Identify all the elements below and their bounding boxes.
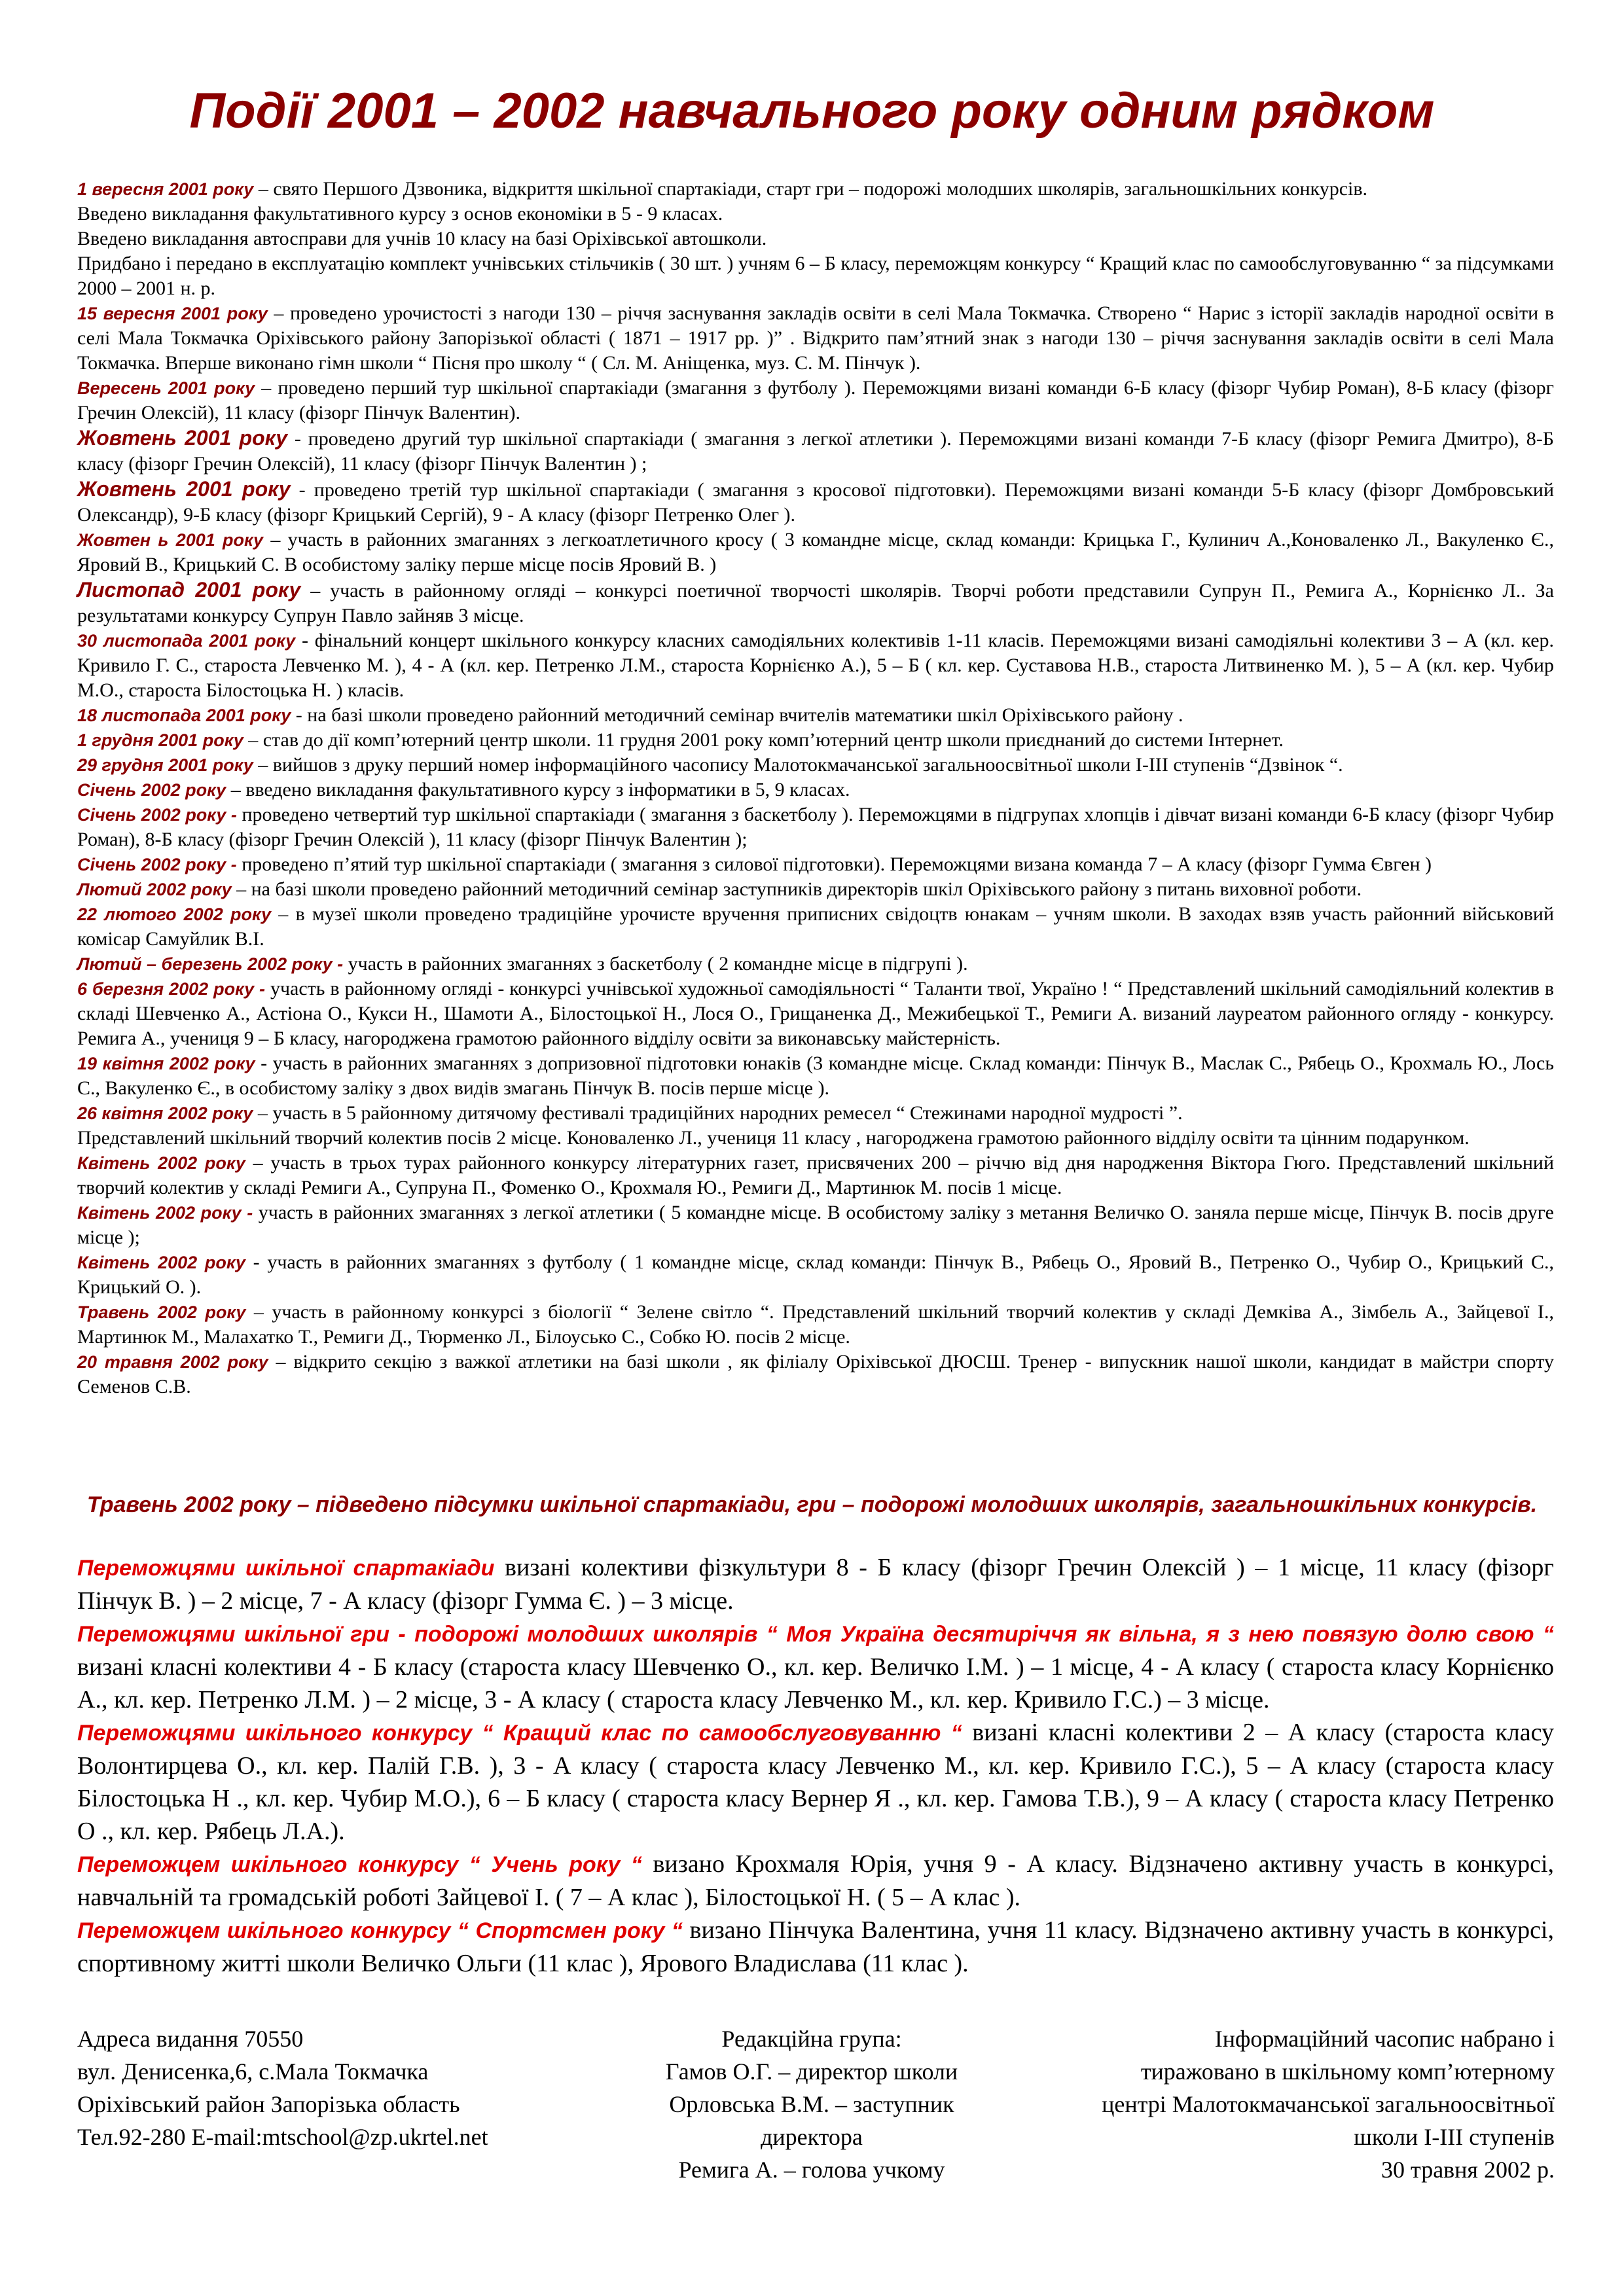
event-date: Жовтень 2001 року — [77, 477, 291, 501]
event-item — [77, 802, 1554, 852]
footer-line: Орловська В.М. – заступник — [669, 2091, 954, 2117]
event-text: участь в районних змаганнях з легкої атлетики ( 5 командне місце. В особистому заліку з метання Величко О. заняла перше місце, Пінчук В. посів друге місце ); — [77, 1202, 1554, 1248]
event-text: – участь в 5 районному дитячому фестивалі традиційних народних ремесел “ Стежинами народної мудрості ”. — [253, 1102, 1183, 1124]
winner-text: визано Крохмаля Юрія, учня 9 - А класу. Відзначено активну участь в конкурсі, навчальній та громадській роботі Зайцевої І. ( 7 – А клас ), Білостоцької Н. ( 5 – А клас ). — [77, 1850, 1554, 1911]
event-item — [77, 376, 1554, 425]
event-date: Травень 2002 року — [77, 1302, 246, 1322]
page-title: Події 2001 – 2002 навчального року одним рядком — [189, 83, 1435, 139]
event-item — [77, 476, 1554, 528]
event-item — [77, 177, 1554, 202]
event-date: Жовтень 2001 року — [77, 426, 288, 450]
footer-address — [77, 2022, 601, 2153]
event-item — [77, 728, 1554, 753]
event-text: – проведено урочистості з нагоди 130 – річчя заснування закладів освіти в селі Мала Токмачка. Створено “ Нарис з історії закладів народної освіти в селі Мала Токмачка Оріхівського району Запорізької області ( 1871 – 1917 рр. )” . Відкрито пам’ятний знак з нагоди 130 – річчя заснування закладів освіти в селі Мала Токмачка. Вперше виконано гімн школи “ Пісня про школу “ ( Сл. М. Аніщенка, муз. С. М. Пінчук ). — [77, 302, 1554, 374]
footer-editorial — [628, 2022, 995, 2186]
event-item — [77, 628, 1554, 703]
event-item — [77, 977, 1554, 1051]
event-text: Придбано і передано в експлуатацію комплект учнівських стільчиків ( 30 шт. ) учням 6 – Б класу, переможцям конкурсу “ Кращий клас по самообслуговуванню “ за підсумками 2000 – 2001 н. р. — [77, 253, 1554, 299]
event-item — [77, 301, 1554, 376]
event-item — [77, 1101, 1554, 1126]
event-item — [77, 852, 1554, 877]
event-item — [77, 202, 1554, 226]
event-date: Вересень 2001 року — [77, 378, 255, 398]
event-text: Введено викладання факультативного курсу з основ економіки в 5 - 9 класах. — [77, 203, 723, 224]
footer-line: директора — [761, 2124, 863, 2150]
event-date: 22 лютого 2002 року — [77, 905, 271, 924]
winner-label: Переможцями шкільного конкурсу “ Кращий клас по самообслуговуванню “ — [77, 1721, 962, 1746]
event-text: - участь в районних змаганнях з допризовної підготовки юнаків (3 командне місце. Склад команди: Пінчук В., Маслак С., Рябець О., Крохмаль Ю., Лось С., Вакуленко Є., в особистому заліку з двох видів змагань Пінчук В. посів перше місце ). — [77, 1052, 1555, 1099]
event-date: Квітень 2002 року - — [77, 1203, 253, 1223]
footer-line: Інформаційний часопис набрано і — [1214, 2026, 1555, 2052]
event-item — [77, 1300, 1554, 1350]
event-date: 1 вересня 2001 року — [77, 179, 254, 199]
event-text: – участь в районному огляді – конкурсі поетичної творчості школярів. Творчі роботи представили Супрун П., Ремига А., Корнієнко Л.. За результатами конкурсу Супрун Павло зайняв 3 місце. — [77, 580, 1554, 626]
event-item — [77, 952, 1554, 977]
event-text: – проведено перший тур шкільної спартакіади (змагання з футболу ). Переможцями визані команди 6-Б класу (фізорг Чубир Роман), 8-Б класу (фізорг Гречин Олексій), 11 класу (фізорг Пінчук Валентин). — [77, 377, 1554, 423]
footer-line: Адреса видання 70550 — [77, 2026, 304, 2052]
event-text: – став до дії комп’ютерний центр школи. 11 грудня 2001 року комп’ютерний центр школи приєднаний до системи Інтернет. — [243, 729, 1284, 751]
event-date: 19 квітня 2002 року — [77, 1054, 255, 1073]
winner-label: Переможцем шкільного конкурсу “ Учень року “ — [77, 1852, 642, 1877]
event-item — [77, 1350, 1554, 1399]
event-text: - участь в районних змаганнях з футболу ( 1 командне місце, склад команди: Пінчук В., Рябець О., Яровий В., Петренко О., Чубир О., Крицький С., Крицький О. ). — [77, 1251, 1554, 1298]
event-date: 20 травня 2002 року — [77, 1352, 268, 1372]
footer-line: Оріхівський район Запорізька область — [77, 2091, 460, 2117]
event-item — [77, 528, 1554, 577]
winner-item — [77, 1848, 1554, 1914]
event-date: Квітень 2002 року — [77, 1253, 245, 1272]
winner-item — [77, 1716, 1554, 1848]
event-date: 26 квітня 2002 року — [77, 1103, 253, 1123]
event-date: Січень 2002 року - — [77, 805, 237, 825]
event-text: - фінальний концерт шкільного конкурсу класних самодіяльних колективів 1-11 класів. Переможцями визані самодіяльні колективи 3 – А (кл. кер. Кривило Г. С., староста Левченко М. ), 4 - А (кл. кер. Петренко Л.М., староста Корнієнко А.), 5 – Б ( кл. кер. Суставова Н.В., староста Литвиненко М. ), 5 – А (кл. кер. Чубир М.О., староста Білостоцька Н. ) класів. — [77, 630, 1555, 701]
event-item — [77, 251, 1554, 301]
event-item — [77, 1051, 1554, 1101]
footer-line: центрі Малотокмачанської загальноосвітньої — [1102, 2091, 1555, 2117]
event-text: Введено викладання автосправи для учнів 10 класу на базі Оріхівської автошколи. — [77, 228, 767, 249]
event-text: – свято Першого Дзвоника, відкриття шкільної спартакіади, старт гри – подорожі молодших школярів, загальношкільних конкурсів. — [253, 178, 1368, 200]
event-text: - проведено третій тур шкільної спартакіади ( змагання з кросової підготовки). Переможцями визані команди 5-Б класу (фізорг Домбровський Олександр), 9-Б класу (фізорг Крицький Сергій), 9 - А класу (фізорг Петренко Олег ). — [77, 479, 1554, 526]
winner-label: Переможцями шкільної спартакіади — [77, 1556, 495, 1581]
event-date: Січень 2002 року — [77, 780, 226, 800]
event-date: 6 березня 2002 року - — [77, 979, 266, 999]
event-item — [77, 1151, 1554, 1200]
event-text: Представлений шкільний творчий колектив посів 2 місце. Коноваленко Л., учениця 11 класу , нагороджена грамотою районного відділу освіти та цінним подарунком. — [77, 1127, 1470, 1149]
event-text: – в музеї школи проведено традиційне урочисте вручення приписних свідоцтв юнакам – учням школи. В заходах взяв участь районний військовий комісар Самуйлик В.І. — [77, 903, 1554, 950]
event-text: – участь в районних змаганнях з легкоатлетичного кросу ( 3 командне місце, склад команди: Крицька Г., Кулинич А.,Коноваленко Л., Вакуленко Є., Яровий В., Крицький С. В особистому заліку перше місце посів Яровий В. ) — [77, 529, 1554, 575]
event-item — [77, 753, 1554, 778]
event-item — [77, 226, 1554, 251]
event-item — [77, 1126, 1554, 1151]
event-date: Жовтен ь 2001 року — [77, 530, 264, 550]
event-item — [77, 703, 1554, 728]
footer-line: 30 травня 2002 р. — [1381, 2157, 1555, 2183]
event-text: – введено викладання факультативного курсу з інформатики в 5, 9 класах. — [226, 779, 850, 800]
event-text: – участь в районному конкурсі з біології “ Зелене світло “. Представлений шкільний творчий колектив у складі Демківа А., Зімбель А., Зайцевої І., Мартинюк М., Малахатко Т., Ремиги Д., Тюрменко Л., Білоусько С., Собко Ю. посів 2 місце. — [77, 1301, 1555, 1348]
footer-line: Гамов О.Г. – директор школи — [665, 2058, 958, 2085]
event-date: 18 листопада 2001 року — [77, 706, 291, 725]
events-list — [77, 177, 1554, 1399]
event-item — [77, 1250, 1554, 1300]
event-date: Лютий – березень 2002 року - — [77, 954, 344, 974]
event-date: Лютий 2002 року — [77, 880, 232, 899]
winner-item — [77, 1914, 1554, 1980]
event-item — [77, 577, 1554, 628]
event-text: участь в районному огляді - конкурсі учнівської художньої самодіяльності “ Таланти твої, Україно ! “ Представлений шкільний самодіяльний колектив в складі Шевченко А., Астіона О., Кукси Н., Шамоти А., Білостоцької Н., Лося О., Грищаненка Д., Межибецької Т., Ремиги А. визаний лауреатом районного огляду - конкурсу. Ремига А., учениця 9 – Б класу, нагороджена грамотою районного відділу освіти за виконавську майстерність. — [77, 978, 1554, 1049]
event-item — [77, 902, 1554, 952]
event-text: – вийшов з друку перший номер інформаційного часопису Малотокмачанської загальноосвітньої школи І-ІІІ ступенів “Дзвінок “. — [253, 754, 1343, 776]
winner-text: визані класні колективи 4 - Б класу (староста класу Шевченко О., кл. кер. Величко І.М. ) – 1 місце, 4 - А класу ( староста класу Корнієнко А., кл. кер. Петренко Л.М. ) – 2 місце, 3 - А класу ( староста класу Левченко М., кл. кер. Кривило Г.С.) – 3 місце. — [77, 1653, 1554, 1713]
footer-line: вул. Денисенка,6, с.Мала Токмачка — [77, 2058, 429, 2085]
event-item — [77, 1200, 1554, 1250]
event-date: Квітень 2002 року — [77, 1153, 245, 1173]
footer-imprint — [1021, 2022, 1555, 2186]
footer-line: школи І-ІІІ ступенів — [1354, 2124, 1555, 2150]
winner-item — [77, 1551, 1554, 1617]
footer-line: Тел.92-280 E-mail:mtschool@zp.ukrtel.net — [77, 2124, 488, 2150]
winner-label: Переможцями шкільної гри - подорожі молодших школярів “ Моя Україна десятиріччя як вільна, я з нею повязую долю свою “ — [77, 1622, 1554, 1647]
winner-item — [77, 1617, 1554, 1716]
event-text: - проведено другий тур шкільної спартакіади ( змагання з легкої атлетики ). Переможцями визані команди 7-Б класу (фізорг Ремига Дмитро), 8-Б класу (фізорг Гречин Олексій), 11 класу (фізорг Пінчук Валентин ) ; — [77, 428, 1554, 475]
event-text: - на базі школи проведено районний методичний семінар вчителів математики шкіл Оріхівського району . — [291, 704, 1183, 726]
event-date: 30 листопада 2001 року — [77, 631, 296, 651]
event-text: – відкрито секцію з важкої атлетики на базі школи , як філіалу Оріхівської ДЮСШ. Тренер - випускник нашої школи, кандидат в майстри спорту Семенов С.В. — [77, 1351, 1554, 1397]
winner-text: визані колективи фізкультури 8 - Б класу (фізорг Гречин Олексій ) – 1 місце, 11 класу (фізорг Пінчук В. ) – 2 місце, 7 - А класу (фізорг Гумма Є. ) – 3 місце. — [77, 1554, 1554, 1615]
footer-line: тиражовано в шкільному комп’ютерному — [1140, 2058, 1555, 2085]
event-text: – на базі школи проведено районний методичний семінар заступників директорів шкіл Оріхівського району з питань виховної роботи. — [231, 878, 1362, 900]
event-text: участь в районних змаганнях з баскетболу ( 2 командне місце в підгрупі ). — [343, 953, 968, 975]
footer-line: Редакційна група: — [721, 2026, 902, 2052]
event-item — [77, 877, 1554, 902]
footer-line: Ремига А. – голова учкому — [678, 2157, 945, 2183]
event-item — [77, 425, 1554, 476]
event-date: 29 грудня 2001 року — [77, 755, 253, 775]
event-date: 1 грудня 2001 року — [77, 730, 244, 750]
event-date: Січень 2002 року - — [77, 855, 237, 874]
event-text: проведено п’ятий тур шкільної спартакіади ( змагання з силової підготовки). Переможцями визана команда 7 – А класу (фізорг Гумма Євген ) — [236, 853, 1432, 875]
winner-label: Переможцем шкільного конкурсу “ Спортсмен року “ — [77, 1918, 683, 1943]
event-date: 15 вересня 2001 року — [77, 304, 268, 323]
event-date: Листопад 2001 року — [77, 578, 301, 601]
event-text: проведено четвертий тур шкільної спартакіади ( змагання з баскетболу ). Переможцями в підгрупах хлопців і дівчат визані команди 6-Б класу (фізорг Чубир Роман), 8-Б класу (фізорг Гречин Олексій ), 11 класу (фізорг Пінчук Валентин ); — [77, 804, 1554, 850]
summary-line: Травень 2002 року – підведено підсумки шкільної спартакіади, гри – подорожі молодших школярів, загальношкільних конкурсів. — [86, 1492, 1538, 1517]
winner-text: визані класні колективи 2 – А класу (староста класу Волонтирцева О., кл. кер. Палій Г.В. ), 3 - А класу ( староста класу Левченко М., кл. кер. Кривило Г.С.), 5 – А класу (староста класу Білостоцька Н ., кл. кер. Чубир М.О.), 6 – Б класу ( староста класу Вернер Я ., кл. кер. Гамова Т.В.), 9 – А класу ( староста класу Петренко О ., кл. кер. Рябець Л.А.). — [77, 1719, 1555, 1845]
event-item — [77, 778, 1554, 802]
winner-text: визано Пінчука Валентина, учня 11 класу. Відзначено активну участь в конкурсі, спортивному житті школи Величко Ольги (11 клас ), Ярового Владислава (11 клас ). — [77, 1916, 1554, 1977]
winners-list — [77, 1551, 1554, 1980]
event-text: – участь в трьох турах районного конкурсу літературних газет, присвячених 200 – річчю від дня народження Віктора Гюго. Представлений шкільний творчий колектив у складі Ремиги А., Супруна П., Фоменко О., Крохмаля Ю., Ремиги Д., Мартинюк М. посів 1 місце. — [77, 1152, 1555, 1198]
